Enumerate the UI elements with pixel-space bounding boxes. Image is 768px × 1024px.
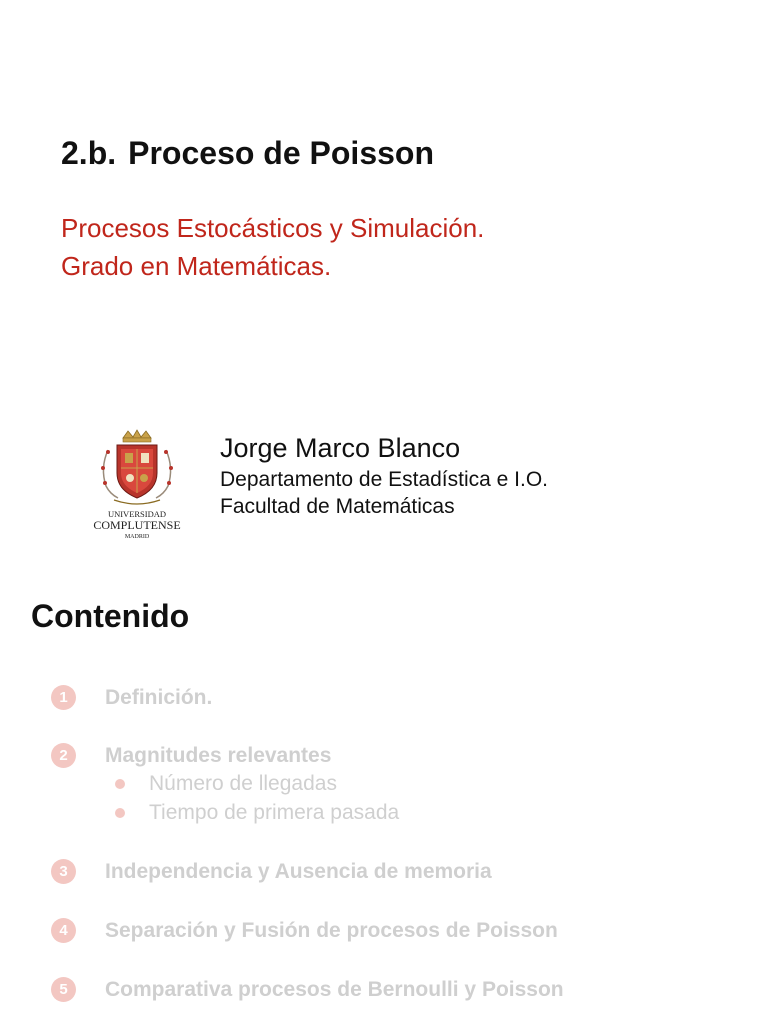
slide-title — [61, 135, 434, 172]
author-name: Jorge Marco Blanco — [220, 433, 461, 463]
logo-text-madrid: MADRID — [124, 534, 150, 540]
toc-number-badge: 2 — [51, 743, 76, 768]
toc-subitem-label: Número de llegadas — [149, 772, 337, 795]
toc-number-badge: 4 — [51, 918, 76, 943]
contents-heading: Contenido — [31, 598, 190, 634]
university-logo — [86, 428, 188, 540]
toc-number-badge: 5 — [51, 977, 76, 1002]
bullet-icon — [115, 808, 125, 818]
author-block — [220, 430, 548, 520]
toc-item-label: Magnitudes relevantes — [105, 744, 332, 767]
toc-number-badge: 1 — [51, 685, 76, 710]
author-faculty: Facultad de Matemáticas — [220, 495, 455, 518]
toc-item-label: Comparativa procesos de Bernoulli y Poisson — [105, 978, 564, 1001]
subtitle-degree: Grado en Matemáticas. — [61, 251, 332, 281]
slide-subtitle — [61, 209, 484, 285]
slide-title-number: 2.b. — [61, 135, 117, 171]
logo-text-complutense: COMPLUTENSE — [93, 518, 181, 532]
slide-title-text: Proceso de Poisson — [128, 135, 434, 171]
bullet-icon — [115, 779, 125, 789]
university-crest-icon — [86, 428, 188, 540]
toc-subitem-label: Tiempo de primera pasada — [149, 801, 400, 824]
author-department: Departamento de Estadística e I.O. — [220, 468, 549, 491]
toc-item-label: Separación y Fusión de procesos de Poisson — [105, 919, 558, 942]
toc-number-badge: 3 — [51, 859, 76, 884]
logo-text-universidad: UNIVERSIDAD — [107, 509, 167, 519]
toc-item-label: Independencia y Ausencia de memoria — [105, 860, 492, 883]
subtitle-course: Procesos Estocásticos y Simulación. — [61, 213, 485, 243]
toc-item-label: Definición. — [105, 686, 213, 709]
